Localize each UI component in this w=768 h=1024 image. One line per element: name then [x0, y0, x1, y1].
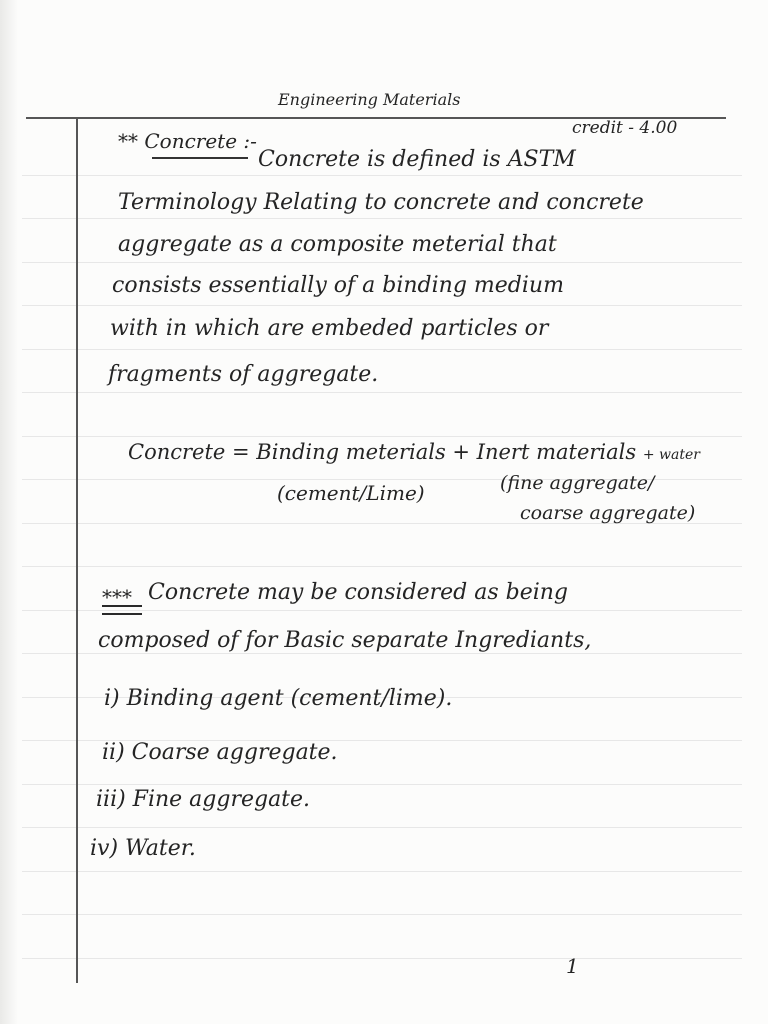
ingredient-item: ii) Coarse aggregate.	[102, 740, 338, 765]
ruled-line	[22, 392, 742, 393]
note-marker-underline	[102, 605, 142, 615]
note-line: Concrete may be considered as being	[148, 580, 569, 605]
ingredient-item: iii) Fine aggregate.	[96, 787, 311, 812]
page-title: Engineering Materials	[278, 90, 461, 109]
formula-water: + water	[642, 447, 700, 463]
ruled-line	[22, 436, 742, 437]
note-marker	[102, 585, 132, 609]
definition-line: fragments of aggregate.	[108, 362, 379, 387]
ingredient-item: i) Binding agent (cement/lime).	[104, 686, 453, 711]
inert-note-line1: (fine aggregate/	[500, 472, 655, 494]
section-heading	[118, 129, 257, 153]
ruled-line	[22, 175, 742, 176]
note-line: composed of for Basic separate Ingrediants,	[98, 628, 592, 653]
heading-marker: **	[118, 129, 138, 153]
ruled-line	[22, 218, 742, 219]
definition-line: Concrete is defined is ASTM	[258, 147, 576, 172]
credit-label: credit - 4.00	[572, 118, 678, 138]
ruled-line	[22, 958, 742, 959]
ruled-line	[22, 349, 742, 350]
ruled-line	[22, 653, 742, 654]
margin-line	[76, 118, 78, 983]
ruled-line	[22, 784, 742, 785]
definition-line: with in which are embeded particles or	[110, 316, 549, 341]
ruled-line	[22, 305, 742, 306]
ruled-line	[22, 566, 742, 567]
ruled-line	[22, 262, 742, 263]
heading-underline	[152, 157, 248, 159]
ruled-line	[22, 871, 742, 872]
inert-note-line2: coarse aggregate)	[520, 502, 696, 524]
definition-line: Terminology Relating to concrete and concrete	[118, 190, 644, 215]
heading-text: Concrete :-	[144, 129, 257, 153]
concrete-formula	[128, 440, 700, 464]
definition-line: consists essentially of a binding medium	[112, 273, 564, 298]
definition-line: aggregate as a composite meterial that	[118, 232, 557, 257]
formula-main: Concrete = Binding meterials + Inert materials	[128, 440, 637, 464]
page-edge-shadow	[0, 0, 18, 1024]
ruled-line	[22, 914, 742, 915]
ingredient-item: iv) Water.	[90, 836, 196, 861]
page-number: 1	[566, 954, 579, 978]
ruled-line	[22, 827, 742, 828]
binding-note: (cement/Lime)	[277, 481, 425, 505]
note-marker-text: ***	[102, 585, 132, 609]
